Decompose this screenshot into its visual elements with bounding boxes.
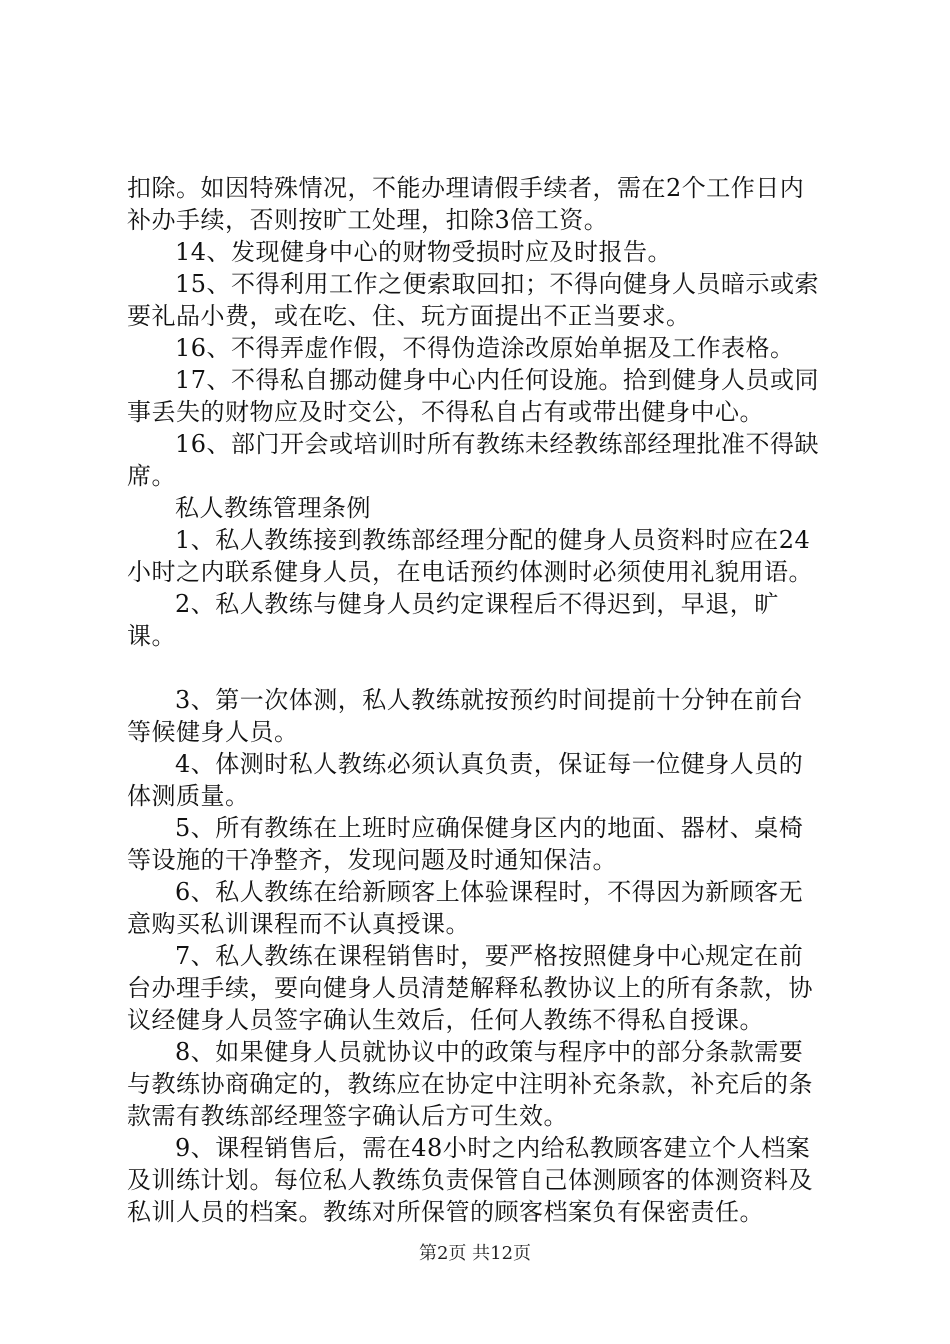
- document-body: [127, 172, 827, 1228]
- trainer-rule-9: 9、课程销售后，需在48小时之内给私教顾客建立个人档案及训练计划。每位私人教练负责保管自己体测顾客的体测资料及私训人员的档案。教练对所保管的顾客档案负有保密责任。: [127, 1134, 813, 1226]
- section-heading: 私人教练管理条例: [175, 494, 371, 522]
- trainer-rule-8: 8、如果健身人员就协议中的政策与程序中的部分条款需要与教练协商确定的，教练应在协定中注明补充条款，补充后的条款需有教练部经理签字确认后方可生效。: [127, 1038, 813, 1130]
- trainer-rule-4: 4、体测时私人教练必须认真负责，保证每一位健身人员的体测质量。: [127, 750, 804, 810]
- trainer-rule-5: 5、所有教练在上班时应确保健身区内的地面、器材、桌椅等设施的干净整齐，发现问题及时通知保洁。: [127, 814, 804, 874]
- trainer-rule-1: 1、私人教练接到教练部经理分配的健身人员资料时应在24小时之内联系健身人员，在电话预约体测时必须使用礼貌用语。: [127, 526, 813, 586]
- trainer-rule-6: 6、私人教练在给新顾客上体验课程时，不得因为新顾客无意购买私训课程而不认真授课。: [127, 878, 804, 938]
- trainer-rule-7: 7、私人教练在课程销售时，要严格按照健身中心规定在前台办理手续，要向健身人员清楚解释私教协议上的所有条款，协议经健身人员签字确认生效后，任何人教练不得私自授课。: [127, 942, 813, 1034]
- trainer-rule-2: 2、私人教练与健身人员约定课程后不得迟到，早退，旷课。: [127, 590, 779, 650]
- rule-16: 16、不得弄虚作假，不得伪造涂改原始单据及工作表格。: [175, 334, 795, 362]
- trainer-rule-3: 3、第一次体测，私人教练就按预约时间提前十分钟在前台等候健身人员。: [127, 686, 804, 746]
- rule-16-meeting: 16、部门开会或培训时所有教练未经教练部经理批准不得缺席。: [127, 430, 820, 490]
- rule-17: 17、不得私自挪动健身中心内任何设施。拾到健身人员或同事丢失的财物应及时交公，不得私自占有或带出健身中心。: [127, 366, 820, 426]
- page-footer: 第2页 共12页: [418, 1243, 532, 1264]
- rule-15: 15、不得利用工作之便索取回扣；不得向健身人员暗示或索要礼品小费，或在吃、住、玩方面提出不正当要求。: [127, 270, 820, 330]
- blank-line: [127, 652, 827, 684]
- rule-14: 14、发现健身中心的财物受损时应及时报告。: [175, 238, 673, 266]
- paragraph-continuation: 扣除。如因特殊情况，不能办理请假手续者，需在2个工作日内补办手续，否则按旷工处理，扣除3倍工资。: [127, 174, 805, 234]
